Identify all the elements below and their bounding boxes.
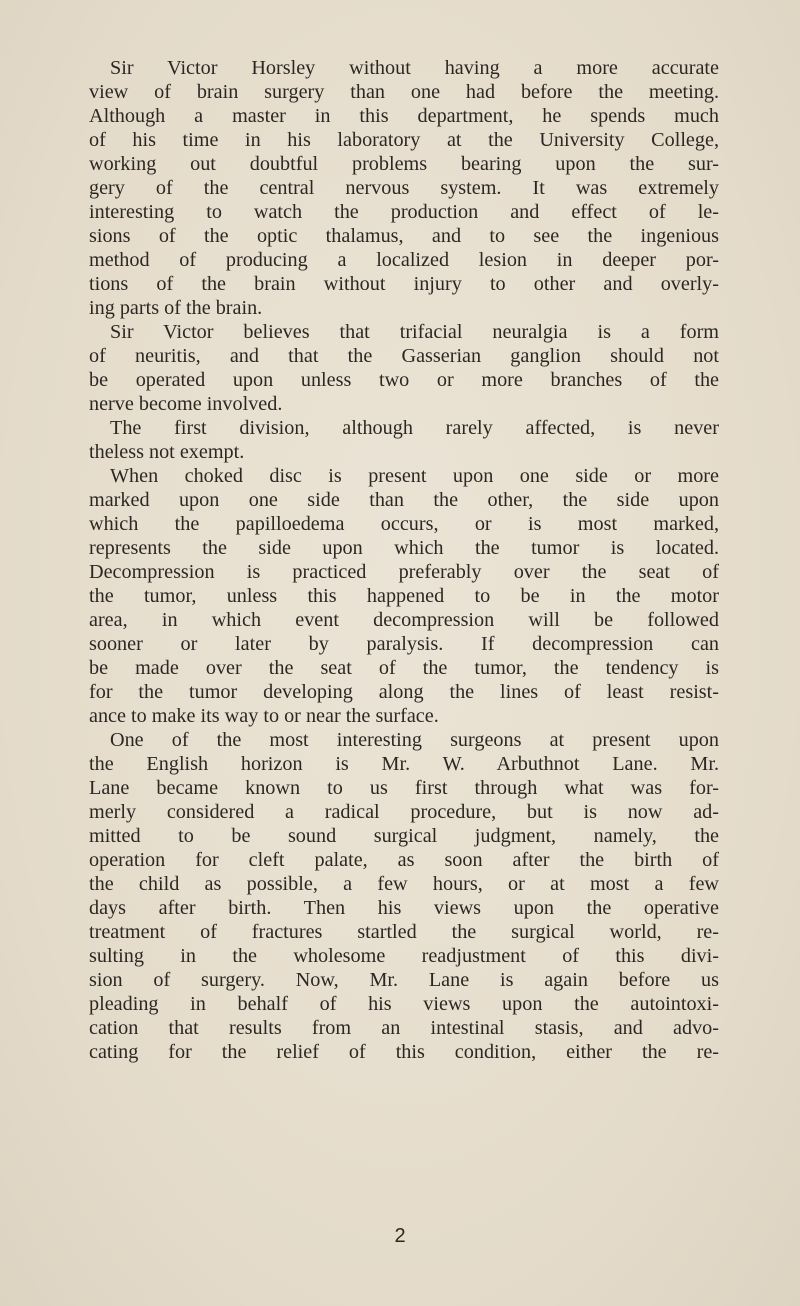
text-line: marked upon one side than the other, the side upon bbox=[89, 489, 719, 511]
text-line: nerve become involved. bbox=[89, 393, 283, 415]
text-line: be operated upon unless two or more branches of the bbox=[89, 369, 719, 391]
text-line: mitted to be sound surgical judgment, namely, the bbox=[89, 825, 719, 847]
text-line: for the tumor developing along the lines of least resist- bbox=[89, 681, 719, 703]
text-line: sulting in the wholesome readjustment of this divi- bbox=[89, 945, 719, 967]
text-line: When choked disc is present upon one side or more bbox=[110, 465, 719, 487]
text-line: Lane became known to us first through what was for- bbox=[89, 777, 719, 799]
text-line: sion of surgery. Now, Mr. Lane is again before us bbox=[89, 969, 719, 991]
text-line: interesting to watch the production and effect of le- bbox=[89, 201, 719, 223]
body-text bbox=[89, 56, 719, 1064]
text-line: merly considered a radical procedure, but is now ad- bbox=[89, 801, 719, 823]
text-line: Sir Victor Horsley without having a more accurate bbox=[110, 57, 719, 79]
text-line: gery of the central nervous system. It was extremely bbox=[89, 177, 719, 199]
text-line: ance to make its way to or near the surface. bbox=[89, 705, 439, 727]
text-line: pleading in behalf of his views upon the autointoxi- bbox=[89, 993, 719, 1015]
text-line: the child as possible, a few hours, or at most a few bbox=[89, 873, 719, 895]
text-line: The first division, although rarely affected, is never bbox=[110, 417, 719, 439]
text-line: treatment of fractures startled the surgical world, re- bbox=[89, 921, 719, 943]
text-line: One of the most interesting surgeons at present upon bbox=[110, 729, 719, 751]
text-line: be made over the seat of the tumor, the tendency is bbox=[89, 657, 719, 679]
text-line: sions of the optic thalamus, and to see the ingenious bbox=[89, 225, 719, 247]
text-line: the tumor, unless this happened to be in the motor bbox=[89, 585, 719, 607]
text-line: which the papilloedema occurs, or is most marked, bbox=[89, 513, 719, 535]
text-line: view of brain surgery than one had before the meeting. bbox=[89, 81, 719, 103]
text-line: operation for cleft palate, as soon after the birth of bbox=[89, 849, 719, 871]
text-line: area, in which event decompression will be followed bbox=[89, 609, 719, 631]
text-line: tions of the brain without injury to other and overly- bbox=[89, 273, 719, 295]
text-line: cation that results from an intestinal stasis, and advo- bbox=[89, 1017, 719, 1039]
text-line: of neuritis, and that the Gasserian ganglion should not bbox=[89, 345, 719, 367]
text-line: represents the side upon which the tumor is located. bbox=[89, 537, 719, 559]
text-line: sooner or later by paralysis. If decompression can bbox=[89, 633, 719, 655]
text-line: Sir Victor believes that trifacial neuralgia is a form bbox=[110, 321, 719, 343]
text-line: Decompression is practiced preferably over the seat of bbox=[89, 561, 719, 583]
text-line: the English horizon is Mr. W. Arbuthnot Lane. Mr. bbox=[89, 753, 719, 775]
text-line: working out doubtful problems bearing upon the sur- bbox=[89, 153, 719, 175]
text-line: ing parts of the brain. bbox=[89, 297, 263, 319]
text-line: of his time in his laboratory at the University College, bbox=[89, 129, 719, 151]
text-line: cating for the relief of this condition, either the re- bbox=[89, 1041, 719, 1063]
page-number: 2 bbox=[394, 1225, 406, 1247]
text-line: days after birth. Then his views upon the operative bbox=[89, 897, 719, 919]
text-line: theless not exempt. bbox=[89, 441, 245, 463]
text-line: Although a master in this department, he spends much bbox=[89, 105, 719, 127]
text-line: method of producing a localized lesion in deeper por- bbox=[89, 249, 719, 271]
